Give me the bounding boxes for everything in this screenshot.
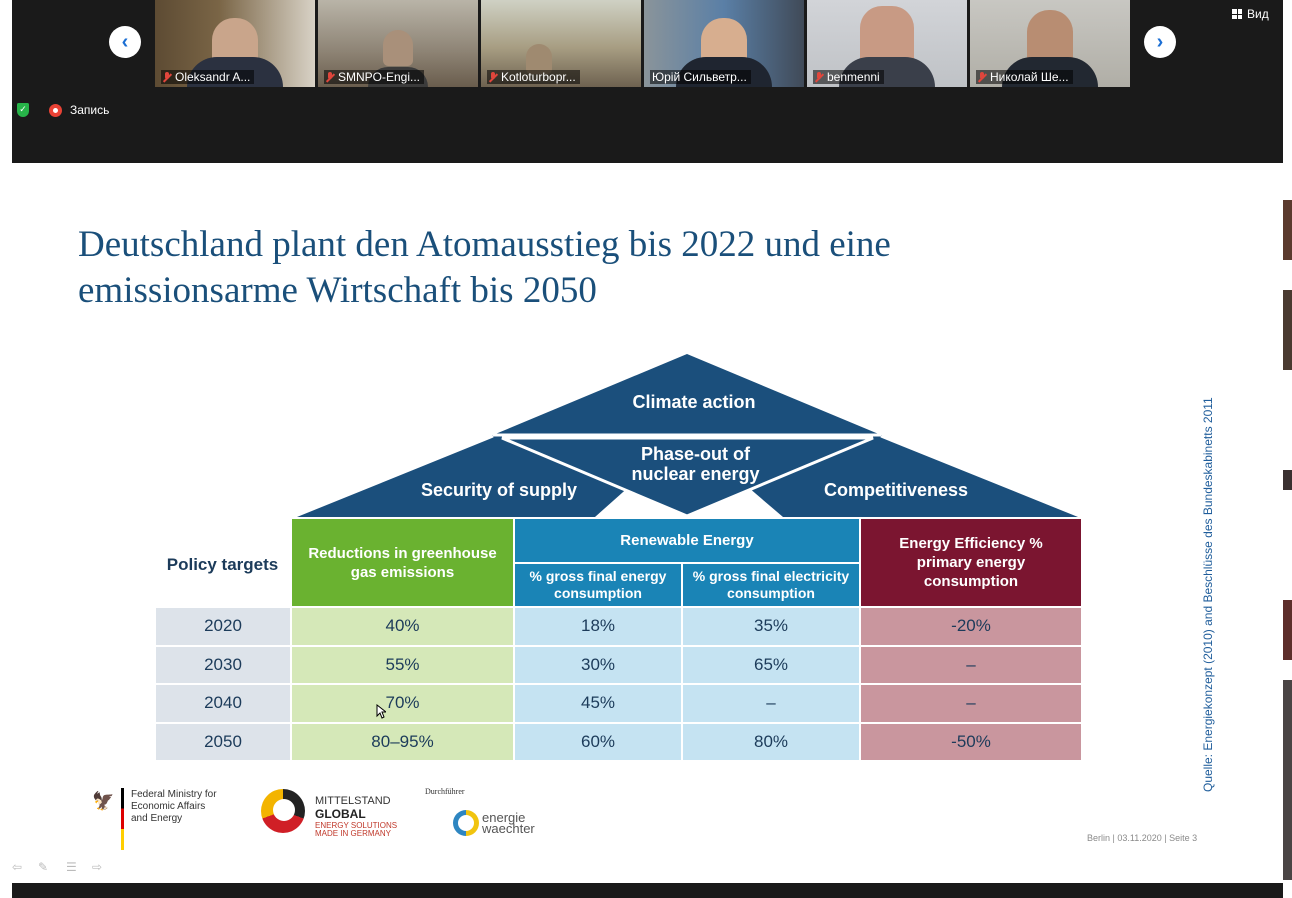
eagle-icon: 🦅 [92,791,115,811]
ministry-logo [92,788,222,850]
view-label: Вид [1247,7,1269,21]
ghg-header: Reductions in greenhouse gas emissions [292,519,513,606]
participant-name: benmenni [827,70,880,84]
renewable-energy-cell: 60% [515,724,681,761]
efficiency-cell: – [861,647,1081,684]
menu-icon[interactable]: ☰ [66,860,77,874]
logo-line: MADE IN GERMANY [315,829,392,838]
renewable-electricity-cell: 65% [683,647,859,684]
efficiency-cell: -20% [861,608,1081,645]
recording-label: Запись [70,103,110,117]
durchfuehrer-label: Durchführer [425,787,465,796]
participant-name: Николай Ше... [990,70,1069,84]
year-cell: 2050 [156,724,290,761]
muted-mic-icon [978,72,986,83]
source-note [1195,397,1221,792]
renewable-electricity-cell: 80% [683,724,859,761]
participant-tile[interactable] [318,0,478,87]
efficiency-cell: – [861,685,1081,722]
muted-mic-icon [326,72,334,83]
participant-tile[interactable] [970,0,1130,87]
logo-line: GLOBAL [315,807,366,821]
climate-action-label: Climate action [632,392,756,412]
recording-indicator[interactable] [49,103,109,117]
efficiency-cell: -50% [861,724,1081,761]
renewable-electricity-subheader: % gross final electricity consumption [683,564,859,606]
muted-mic-icon [489,72,497,83]
participant-name: Юрій Сильветр... [652,70,747,84]
ghg-cell: 70% [292,685,513,722]
participant-tile[interactable] [644,0,804,87]
previous-page-button[interactable] [109,26,141,58]
pen-icon[interactable]: ✎ [38,860,49,874]
phase-out-label: Phase-out of nuclear energy [631,444,760,484]
logo-line: energie [482,810,526,825]
participant-tile[interactable] [481,0,641,87]
policy-targets-label: Policy targets [166,554,279,574]
participant-name: Kotloturbopr... [501,70,576,84]
participant-name: SMNPO-Engi... [338,70,421,84]
ghg-cell: 80–95% [292,724,513,761]
security-of-supply-label: Security of supply [420,480,578,500]
chevron-right-icon: › [1156,31,1164,53]
ministry-name: Federal Ministry for Economic Affairs and Energy [131,789,217,824]
renewable-header: Renewable Energy [515,519,859,562]
next-page-button[interactable] [1144,26,1176,58]
renewable-energy-cell: 18% [515,608,681,645]
logo-line: MITTELSTAND [315,795,391,807]
chevron-left-icon: ‹ [121,31,129,53]
renewable-energy-cell: 45% [515,685,681,722]
efficiency-header: Energy Efficiency % primary energy consumption [861,519,1081,606]
window-bottom-bar [12,883,1283,898]
muted-mic-icon [163,72,171,83]
renewable-electricity-cell: 35% [683,608,859,645]
view-button[interactable] [1232,6,1269,22]
record-icon [49,104,62,117]
renewable-energy-cell: 30% [515,647,681,684]
back-arrow-icon[interactable]: ⇦ [12,860,23,874]
forward-arrow-icon[interactable]: ⇨ [92,860,103,874]
security-shield-icon[interactable]: ✓ [17,103,29,117]
ghg-cell: 55% [292,647,513,684]
slide-title: Deutschland plant den Atomausstieg bis 2022 und eine emissionsarme Wirtschaft bis 2050 [78,224,891,311]
logo-line: waechter [482,821,535,836]
year-cell: 2030 [156,647,290,684]
energiewaechter-logo [453,808,563,838]
window-edge [1283,0,1292,898]
ghg-cell: 40% [292,608,513,645]
renewable-energy-subheader: % gross final energy consumption [515,564,681,606]
source-text: Quelle: Energiekonzept (2010) and Beschlüsse des Bundeskabinetts 2011 [1201,397,1215,792]
year-cell: 2020 [156,608,290,645]
competitiveness-label: Competitiveness [823,480,969,500]
mouse-cursor-icon [376,704,386,719]
participant-name: Oleksandr A... [175,70,251,84]
renewable-electricity-cell: – [683,685,859,722]
participant-tile[interactable] [155,0,315,87]
slide-footer: Berlin | 03.11.2020 | Seite 3 [1087,833,1198,843]
year-cell: 2040 [156,685,290,722]
grid-view-icon [1232,9,1242,19]
muted-mic-icon [815,72,823,83]
mittelstand-global-logo [261,789,401,839]
participant-tile[interactable] [807,0,967,87]
logo-line: ENERGY SOLUTIONS [315,821,398,830]
